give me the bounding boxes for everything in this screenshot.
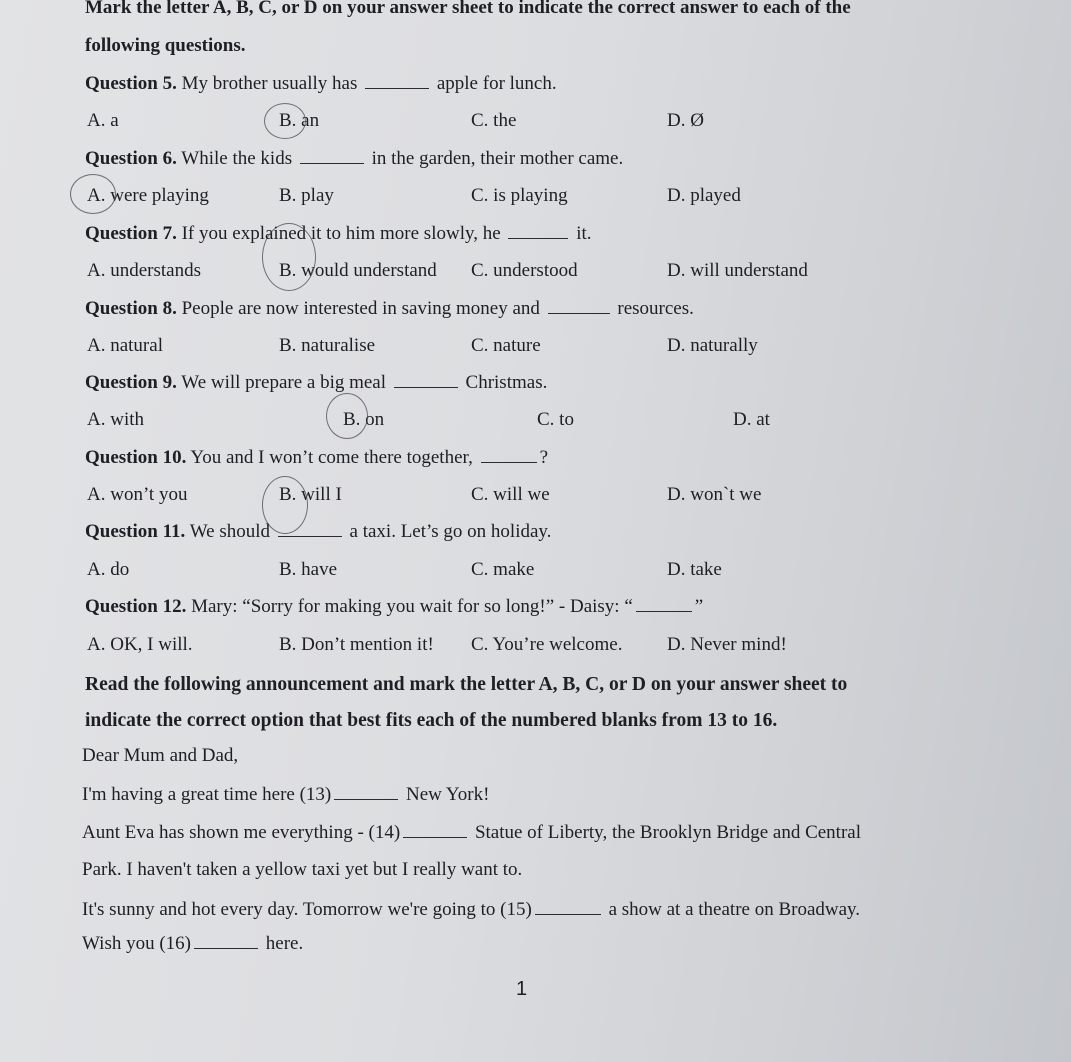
option-c[interactable]: C. understood <box>471 260 578 281</box>
instruction-line-2: following questions. <box>85 35 246 56</box>
question-text-after: ” <box>694 596 704 617</box>
answer-blank-16 <box>194 932 258 949</box>
option-b[interactable]: B. Don’t mention it! <box>279 634 434 655</box>
option-c[interactable]: C. nature <box>471 335 541 356</box>
blank-number: (13) <box>299 784 332 805</box>
option-c[interactable]: C. You’re welcome. <box>471 634 623 655</box>
letter-text: I'm having a great time here <box>82 784 295 805</box>
question-9 <box>85 371 547 395</box>
answer-blank-14 <box>403 821 467 838</box>
question-text-before: If you explained it to him more slowly, he <box>181 223 501 244</box>
question-text-before: We should <box>189 521 271 542</box>
option-d[interactable]: D. Never mind! <box>667 634 787 655</box>
answer-blank-13 <box>334 783 398 800</box>
option-b[interactable]: B. naturalise <box>279 335 376 356</box>
question-text-before: My brother usually has <box>181 73 358 94</box>
option-b[interactable]: B. play <box>279 185 334 206</box>
answer-blank <box>481 446 537 463</box>
letter-greeting: Dear Mum and Dad, <box>82 745 239 766</box>
question-label: Question 12. <box>85 596 187 617</box>
letter-paragraph-2 <box>82 821 861 845</box>
letter-text: a show at a theatre on Broadway. <box>608 899 861 920</box>
question-text-after: a taxi. Let’s go on holiday. <box>349 521 552 542</box>
question-label: Question 6. <box>85 148 177 169</box>
option-a[interactable]: A. understands <box>87 260 201 281</box>
question-text-after: it. <box>576 223 592 244</box>
option-b[interactable]: B. have <box>279 559 338 580</box>
option-b[interactable]: B. would understand <box>279 260 437 281</box>
letter-paragraph-1 <box>82 783 489 807</box>
answer-blank <box>548 297 610 314</box>
option-d[interactable]: D. naturally <box>667 335 758 356</box>
letter-text: Aunt Eva has shown me everything - <box>82 822 364 843</box>
option-c[interactable]: C. is playing <box>471 185 568 206</box>
answer-blank <box>365 72 429 89</box>
question-6 <box>85 147 623 171</box>
answer-blank <box>636 595 692 612</box>
letter-paragraph-2-continued: Park. I haven't taken a yellow taxi yet but I really want to. <box>82 859 523 880</box>
blank-number: (16) <box>159 933 192 954</box>
answer-blank <box>300 147 364 164</box>
option-a[interactable]: A. with <box>87 409 144 430</box>
question-12 <box>85 595 703 619</box>
question-11 <box>85 520 551 544</box>
question-text-before: While the kids <box>181 148 293 169</box>
option-d[interactable]: D. at <box>733 409 770 430</box>
option-d[interactable]: D. played <box>667 185 741 206</box>
question-text-after: apple for lunch. <box>436 73 557 94</box>
question-text-after: resources. <box>617 298 694 319</box>
option-b[interactable]: B. on <box>343 409 385 430</box>
option-b[interactable]: B. will I <box>279 484 342 505</box>
question-label: Question 10. <box>85 447 187 468</box>
letter-paragraph-3 <box>82 898 860 922</box>
question-label: Question 11. <box>85 521 186 542</box>
letter-closing <box>82 932 303 956</box>
letter-text: Wish you <box>82 933 155 954</box>
option-c[interactable]: C. to <box>537 409 574 430</box>
reading-instruction-1: Read the following announcement and mark the letter A, B, C, or D on your answer sheet to <box>85 674 848 695</box>
option-c[interactable]: C. make <box>471 559 535 580</box>
blank-number: (15) <box>500 899 532 920</box>
answer-blank <box>278 520 342 537</box>
option-a[interactable]: A. OK, I will. <box>87 634 193 655</box>
option-a[interactable]: A. were playing <box>87 185 209 206</box>
question-text-before: People are now interested in saving money and <box>181 298 540 319</box>
answer-blank <box>394 371 458 388</box>
question-text-before: You and I won’t come there together, <box>190 447 473 468</box>
question-5 <box>85 72 557 96</box>
instruction-line-1: Mark the letter A, B, C, or D on your answer sheet to indicate the correct answer to each of the <box>85 0 851 18</box>
option-c[interactable]: C. will we <box>471 484 550 505</box>
question-label: Question 8. <box>85 298 177 319</box>
question-8 <box>85 297 694 321</box>
question-10 <box>85 446 548 470</box>
answer-blank-15 <box>535 898 601 915</box>
question-7 <box>85 222 592 246</box>
letter-text: Statue of Liberty, the Brooklyn Bridge and Central <box>474 822 862 843</box>
option-c[interactable]: C. the <box>471 110 517 131</box>
option-d[interactable]: D. take <box>667 559 722 580</box>
option-d[interactable]: D. Ø <box>667 110 704 131</box>
answer-blank <box>508 222 568 239</box>
letter-text: It's sunny and hot every day. Tomorrow we're going to <box>82 899 496 920</box>
option-b[interactable]: B. an <box>279 110 320 131</box>
question-text-after: ? <box>539 447 549 468</box>
option-d[interactable]: D. won`t we <box>667 484 762 505</box>
question-text-after: Christmas. <box>465 372 548 393</box>
question-label: Question 5. <box>85 73 177 94</box>
question-label: Question 7. <box>85 223 177 244</box>
blank-number: (14) <box>368 822 401 843</box>
letter-text: here. <box>265 933 304 954</box>
question-text-before: We will prepare a big meal <box>181 372 387 393</box>
option-a[interactable]: A. a <box>87 110 119 131</box>
letter-text: New York! <box>406 784 490 805</box>
question-label: Question 9. <box>85 372 177 393</box>
option-a[interactable]: A. won’t you <box>87 484 188 505</box>
question-text-after: in the garden, their mother came. <box>371 148 624 169</box>
option-d[interactable]: D. will understand <box>667 260 808 281</box>
page-number: 1 <box>516 978 528 1000</box>
question-text-before: Mary: “Sorry for making you wait for so long!” - Daisy: “ <box>191 596 633 617</box>
reading-instruction-2: indicate the correct option that best fits each of the numbered blanks from 13 to 16. <box>85 710 778 731</box>
option-a[interactable]: A. natural <box>87 335 163 356</box>
option-a[interactable]: A. do <box>87 559 130 580</box>
